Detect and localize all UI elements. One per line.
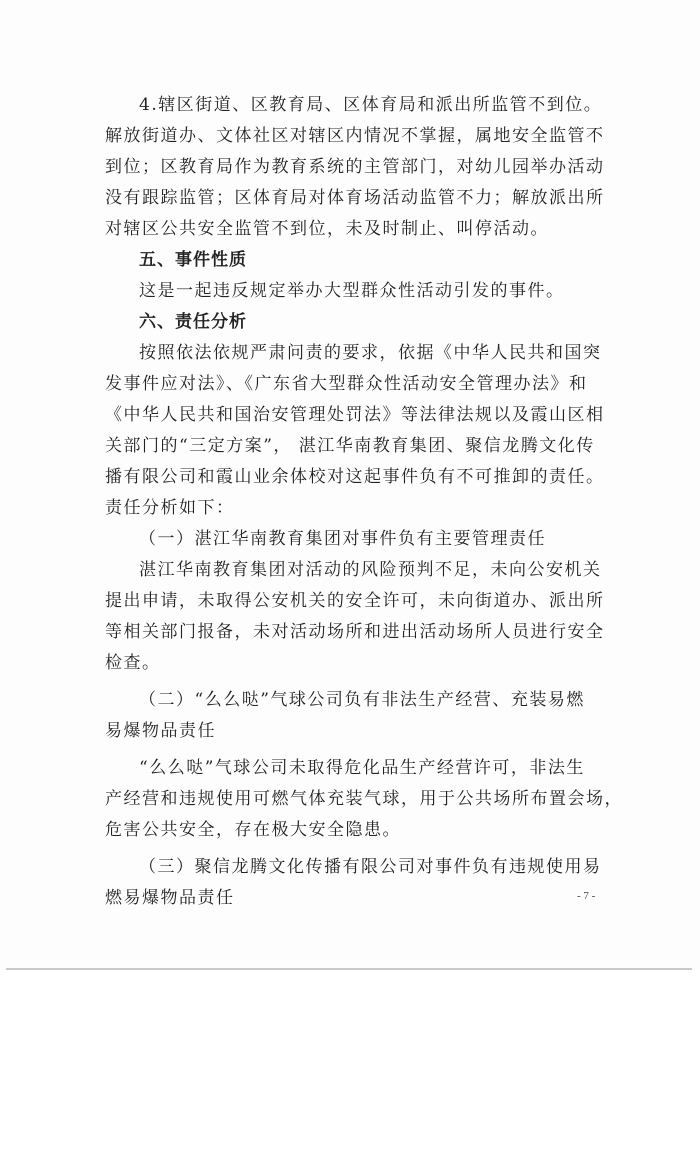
paragraph-line: 产经营和违规使用可燃气体充装气球，用于公共场所布置会场， xyxy=(105,789,623,809)
paragraph-line: 播有限公司和霞山业余体校对这起事件负有不可推卸的责任。 xyxy=(105,467,605,487)
section-heading-responsibility: 六、责任分析 xyxy=(139,312,247,332)
document-body xyxy=(105,90,623,914)
paragraph-line: 提出申请，未取得公安机关的安全许可，未向街道办、派出所 xyxy=(105,591,605,611)
paragraph-line: 湛江华南教育集团对活动的风险预判不足，未向公安机关 xyxy=(139,560,602,580)
paragraph-line: 危害公共安全，存在极大安全隐患。 xyxy=(105,820,401,840)
paragraph-line: “么么哒”气球公司未取得危化品生产经营许可，非法生 xyxy=(139,758,585,778)
paragraph-line: 对辖区公共安全监管不到位，未及时制止、叫停活动。 xyxy=(105,219,549,239)
paragraph-line: 关部门的“三定方案”， 湛江华南教育集团、聚信龙腾文化传 xyxy=(105,436,595,456)
subsection-heading-3: （三）聚信龙腾文化传播有限公司对事件负有违规使用易 xyxy=(139,857,602,877)
paragraph-line: 按照依法依规严肃问责的要求，依据《中华人民共和国突 xyxy=(139,343,602,363)
paragraph-line: 4.辖区街道、区教育局、区体育局和派出所监管不到位。 xyxy=(139,95,603,115)
paragraph-line: 到位；区教育局作为教育系统的主管部门，对幼儿园举办活动 xyxy=(105,157,605,177)
paragraph-line: 没有跟踪监管；区体育局对体育场活动监管不力；解放派出所 xyxy=(105,188,605,208)
paragraph-line: 《中华人民共和国治安管理处罚法》等法律法规以及霞山区相 xyxy=(105,405,605,425)
subsection-heading-2: （二）“么么哒”气球公司负有非法生产经营、充装易燃 xyxy=(139,690,585,710)
paragraph-line: 检查。 xyxy=(105,653,161,673)
page-number: - 7 - xyxy=(577,890,596,902)
page-divider xyxy=(6,968,692,970)
paragraph-line: 解放街道办、文体社区对辖区内情况不掌握，属地安全监管不 xyxy=(105,126,605,146)
subsection-heading-1: （一）湛江华南教育集团对事件负有主要管理责任 xyxy=(139,529,546,549)
subsection-heading-3-cont: 燃易爆物品责任 xyxy=(105,888,235,908)
subsection-heading-2-cont: 易爆物品责任 xyxy=(105,721,216,741)
paragraph-line: 责任分析如下： xyxy=(105,498,235,518)
paragraph-line: 这是一起违反规定举办大型群众性活动引发的事件。 xyxy=(139,281,565,301)
paragraph-line: 发事件应对法》、《广东省大型群众性活动安全管理办法》和 xyxy=(105,374,588,394)
section-heading-nature: 五、事件性质 xyxy=(139,250,247,270)
paragraph-line: 等相关部门报备，未对活动场所和进出活动场所人员进行安全 xyxy=(105,622,605,642)
